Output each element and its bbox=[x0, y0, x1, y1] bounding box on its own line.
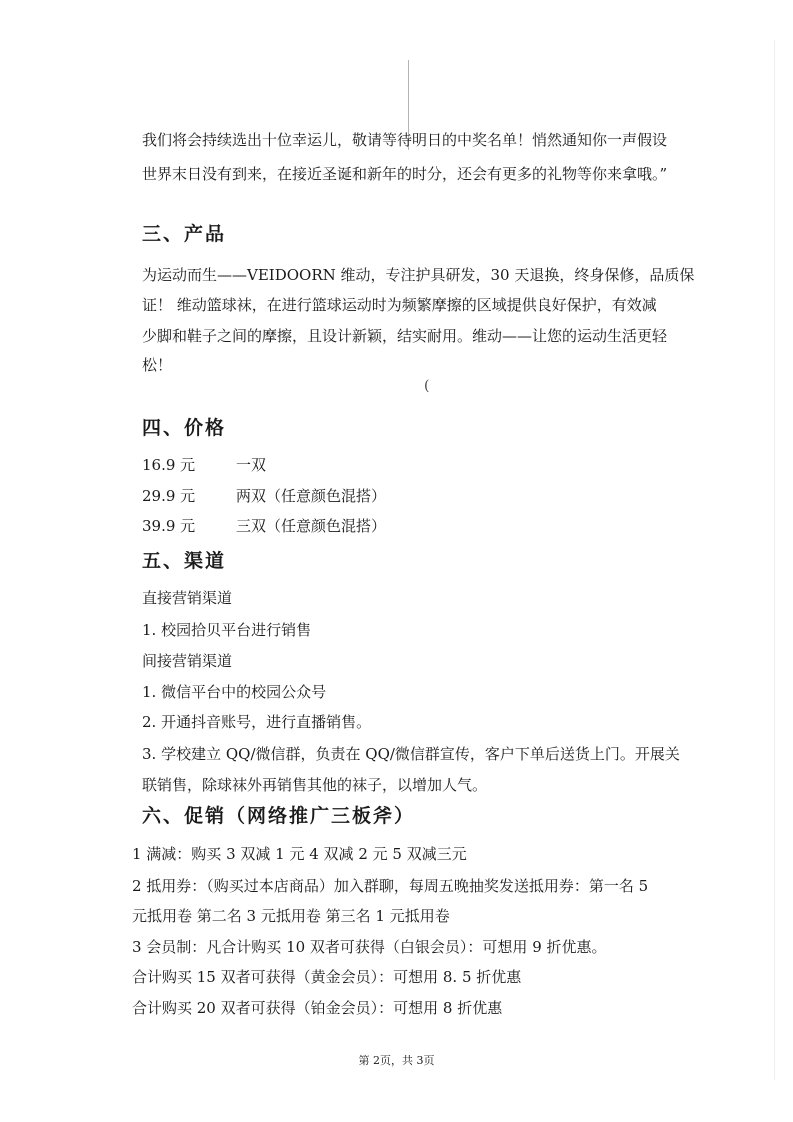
channel-line-2: 1. 校园拾贝平台进行销售 bbox=[142, 621, 312, 639]
intro-line-2: 世界末日没有到来，在接近圣诞和新年的时分，还会有更多的礼物等你来拿哦。” bbox=[142, 165, 668, 183]
promo-line-2: 2 抵用券：（购买过本店商品）加入群聊，每周五晚抽奖发送抵用券：第一名 5 bbox=[132, 877, 649, 895]
price-row-3-desc: 三双（任意颜色混搭） bbox=[236, 517, 387, 535]
promo-line-1: 1 满减：购买 3 双减 1 元 4 双减 2 元 5 双减三元 bbox=[132, 845, 467, 863]
product-line-2: 证！ 维动篮球袜，在进行篮球运动时为频繁摩擦的区域提供良好保护，有效减 bbox=[142, 296, 657, 314]
promo-heading: 六、促销（网络推广三板斧） bbox=[142, 805, 416, 827]
price-row-1-price: 16.9 元 bbox=[142, 456, 196, 474]
channel-heading: 五、渠道 bbox=[142, 550, 227, 572]
promo-line-5: 合计购买 15 双者可获得（黄金会员）：可想用 8. 5 折优惠 bbox=[132, 968, 522, 986]
intro-line-1: 我们将会持续选出十位幸运儿，敬请等待明日的中奖名单！悄然通知你一声假设 bbox=[142, 131, 668, 149]
promo-line-6: 合计购买 20 双者可获得（铂金会员）：可想用 8 折优惠 bbox=[132, 999, 503, 1017]
product-line-1: 为运动而生——VEIDOORN 维动，专注护具研发，30 天退换，终身保修，品质保 bbox=[142, 266, 695, 284]
price-row-3-price: 39.9 元 bbox=[142, 517, 196, 535]
product-line-4: 松！ bbox=[142, 356, 173, 374]
price-row-2-price: 29.9 元 bbox=[142, 487, 196, 505]
price-heading: 四、价格 bbox=[142, 417, 227, 439]
page-edge-shadow bbox=[774, 40, 775, 1080]
promo-line-3: 元抵用卷 第二名 3 元抵用卷 第三名 1 元抵用卷 bbox=[132, 907, 450, 925]
channel-line-6: 3. 学校建立 QQ/微信群，负责在 QQ/微信群宣传，客户下单后送货上门。开展关 bbox=[142, 745, 680, 763]
channel-line-7: 联销售，除球袜外再销售其他的袜子，以增加人气。 bbox=[142, 776, 488, 794]
product-line-3: 少脚和鞋子之间的摩擦，且设计新颖，结实耐用。维动——让您的运动生活更轻 bbox=[142, 327, 668, 345]
scan-artifact-mark: ( bbox=[424, 378, 430, 394]
channel-line-3: 间接营销渠道 bbox=[142, 652, 233, 670]
channel-line-1: 直接营销渠道 bbox=[142, 589, 233, 607]
page-footer: 第 2页，共 3页 bbox=[358, 1054, 435, 1067]
promo-line-4: 3 会员制：凡合计购买 10 双者可获得（白银会员）：可想用 9 折优惠。 bbox=[132, 938, 607, 956]
channel-line-4: 1. 微信平台中的校园公众号 bbox=[142, 683, 327, 701]
product-heading: 三、产品 bbox=[142, 223, 227, 245]
price-row-2-desc: 两双（任意颜色混搭） bbox=[236, 487, 387, 505]
channel-line-5: 2. 开通抖音账号，进行直播销售。 bbox=[142, 713, 372, 731]
price-row-1-desc: 一双 bbox=[236, 456, 267, 474]
